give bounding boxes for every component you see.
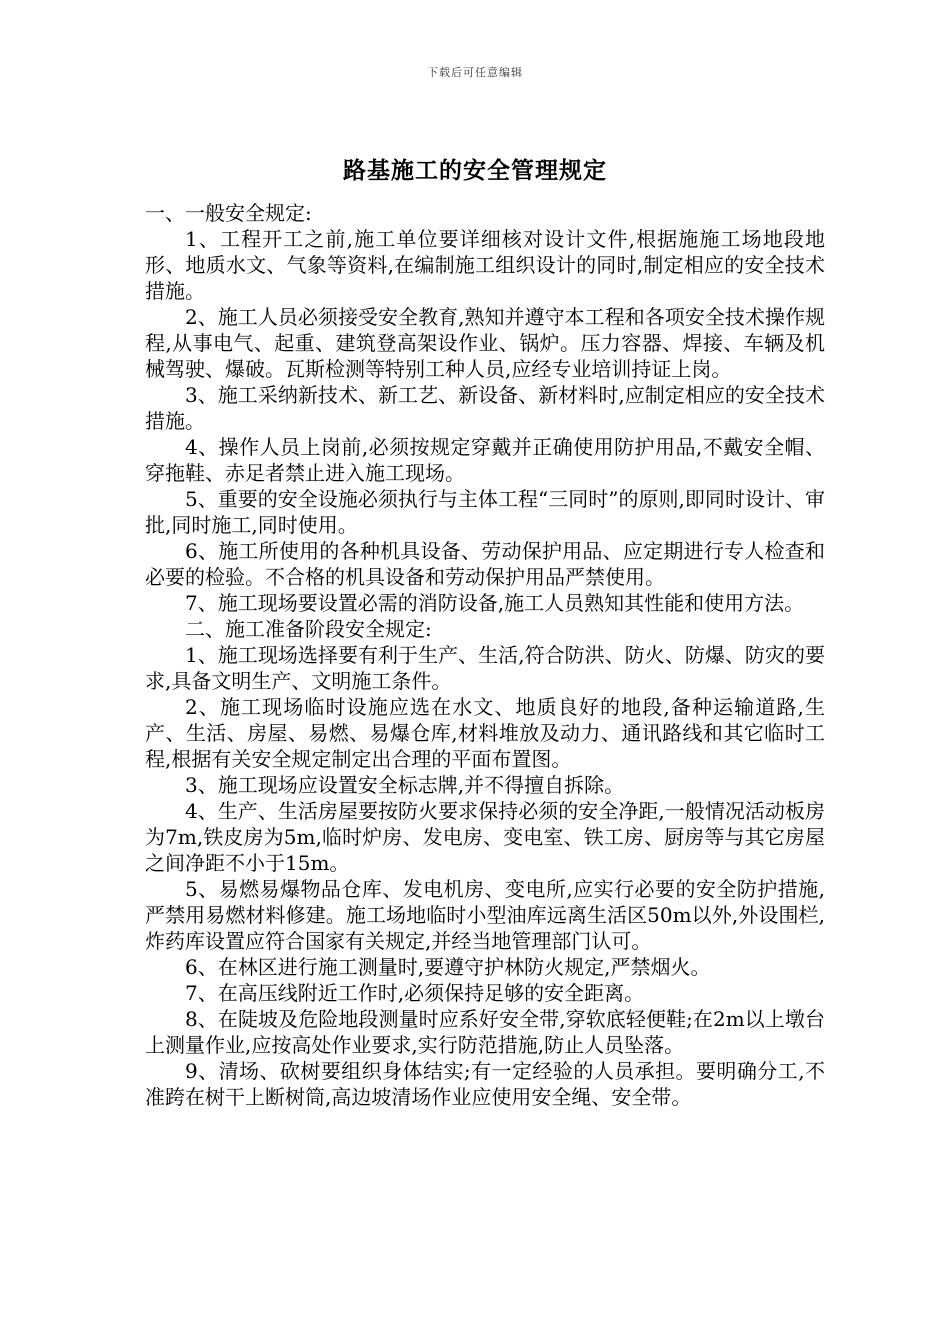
paragraph: 一、一般安全规定:: [145, 201, 312, 225]
document-body: [145, 200, 825, 1110]
paragraph: 5、易燃易爆物品仓库、发电机房、变电所,应实行必要的安全防护措施,严禁用易燃材料修建。施工场地临时小型油库远离生活区50m以外,外设围栏,炸药库设置应符合国家有关规定,并经当地管理部门认可。: [145, 877, 825, 953]
paragraph: 6、施工所使用的各种机具设备、劳动保护用品、应定期进行专人检查和必要的检验。不合格的机具设备和劳动保护用品严禁使用。: [145, 539, 825, 589]
paragraph: 7、在高压线附近工作时,必须保持足够的安全距离。: [185, 981, 645, 1005]
paragraph: 2、施工人员必须接受安全教育,熟知并遵守本工程和各项安全技术操作规程,从事电气、起重、建筑登高架设作业、锅炉。压力容器、焊接、车辆及机械驾驶、爆破。瓦斯检测等特别工种人员,应经专业培训持证上岗。: [145, 305, 825, 381]
header-note: 下载后可任意编辑: [427, 66, 523, 79]
paragraph: 5、重要的安全设施必须执行与主体工程“三同时”的原则,即同时设计、审批,同时施工,同时使用。: [145, 487, 825, 537]
paragraph: 7、施工现场要设置必需的消防设备,施工人员熟知其性能和使用方法。: [185, 591, 805, 615]
paragraph: 8、在陡坡及危险地段测量时应系好安全带,穿软底轻便鞋;在2m以上墩台上测量作业,应按高处作业要求,实行防范措施,防止人员坠落。: [145, 1007, 825, 1057]
paragraph: 1、工程开工之前,施工单位要详细核对设计文件,根据施施工场地段地形、地质水文、气象等资料,在编制施工组织设计的同时,制定相应的安全技术措施。: [145, 227, 825, 303]
paragraph: 9、清场、砍树要组织身体结实;有一定经验的人员承担。要明确分工,不准跨在树干上断树筒,高边坡清场作业应使用安全绳、安全带。: [145, 1059, 825, 1109]
paragraph: 4、生产、生活房屋要按防火要求保持必须的安全净距,一般情况活动板房为7m,铁皮房为5m,临时炉房、发电房、变电室、铁工房、厨房等与其它房屋之间净距不小于15m。: [145, 799, 825, 875]
paragraph: 4、操作人员上岗前,必须按规定穿戴并正确使用防护用品,不戴安全帽、穿拖鞋、赤足者禁止进入施工现场。: [145, 435, 825, 485]
paragraph: 二、施工准备阶段安全规定:: [185, 617, 432, 641]
paragraph: 3、施工采纳新技术、新工艺、新设备、新材料时,应制定相应的安全技术措施。: [145, 383, 825, 433]
document-title: 路基施工的安全管理规定: [343, 157, 607, 184]
paragraph: 2、施工现场临时设施应选在水文、地质良好的地段,备种运输道路,生产、生活、房屋、易燃、易爆仓库,材料堆放及动力、通讯路线和其它临时工程,根据有关安全规定制定出合理的平面布置图。: [145, 695, 825, 771]
paragraph: 6、在林区进行施工测量时,要遵守护林防火规定,严禁烟火。: [185, 955, 711, 979]
paragraph: 1、施工现场选择要有利于生产、生活,符合防洪、防火、防爆、防灾的要求,具备文明生产、文明施工条件。: [145, 643, 825, 693]
paragraph: 3、施工现场应设置安全标志牌,并不得擅自拆除。: [185, 773, 625, 797]
